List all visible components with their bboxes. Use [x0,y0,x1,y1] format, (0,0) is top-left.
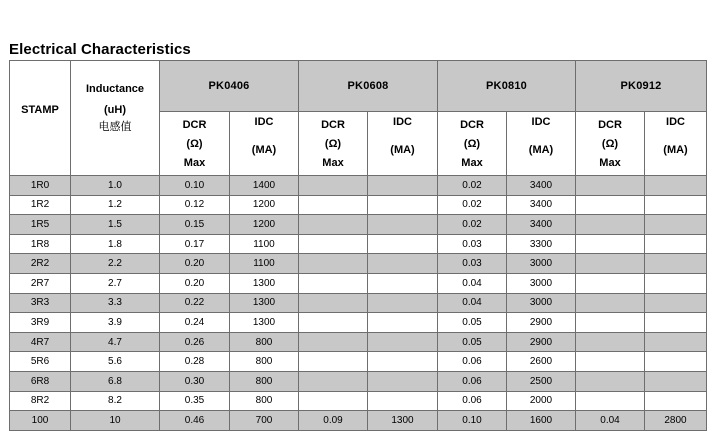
value-cell [368,273,438,293]
idc-header [230,112,299,176]
value-cell: 0.06 [438,391,507,411]
value-cell: 0.12 [160,195,230,215]
part-header-pk0810 [438,61,576,112]
stamp-header-label: STAMP [21,104,59,116]
idc-unit: (MA) [390,143,415,156]
dcr-unit: (Ω) [463,137,481,150]
value-cell: 0.03 [438,234,507,254]
electrical-characteristics-table [9,60,707,431]
value-cell: 0.03 [438,254,507,274]
table-row [10,293,707,313]
dcr-max: Max [322,156,344,169]
dcr-unit: (Ω) [601,137,619,150]
value-cell: 0.17 [160,234,230,254]
part-header-pk0406 [160,61,299,112]
dcr-unit: (Ω) [186,137,203,150]
value-cell: 2500 [507,371,576,391]
value-cell [576,195,645,215]
part-header-pk0608 [299,61,438,112]
part-label: PK0406 [208,80,250,92]
value-cell: 1300 [230,273,299,293]
value-cell [576,215,645,235]
inductance-cell: 1.8 [71,234,160,254]
idc-unit: (MA) [528,143,554,156]
value-cell: 0.10 [438,411,507,431]
value-cell: 0.04 [576,411,645,431]
stamp-cell: 6R8 [10,371,71,391]
inductance-cell: 1.0 [71,176,160,196]
dcr-header [299,112,368,176]
value-cell [576,234,645,254]
value-cell: 0.10 [160,176,230,196]
stamp-cell: 1R8 [10,234,71,254]
value-cell [576,352,645,372]
part-label: PK0912 [620,80,662,92]
idc-label: IDC [531,115,551,128]
dcr-max: Max [599,156,621,169]
value-cell [299,195,368,215]
value-cell: 0.06 [438,371,507,391]
idc-header [507,112,576,176]
idc-header [368,112,438,176]
table-row [10,195,707,215]
value-cell [645,391,707,411]
value-cell [645,215,707,235]
value-cell [368,254,438,274]
inductance-cell: 10 [71,411,160,431]
idc-unit: (MA) [663,143,688,156]
table-row [10,332,707,352]
value-cell: 2000 [507,391,576,411]
value-cell [299,176,368,196]
value-cell [645,293,707,313]
section-title: Electrical Characteristics [9,41,191,58]
dcr-max: Max [183,156,206,169]
value-cell: 0.05 [438,332,507,352]
dcr-header [576,112,645,176]
value-cell: 1200 [230,195,299,215]
value-cell: 0.20 [160,273,230,293]
table-row [10,352,707,372]
inductance-cell: 1.5 [71,215,160,235]
table-row [10,411,707,431]
value-cell [576,176,645,196]
value-cell [368,176,438,196]
value-cell: 800 [230,371,299,391]
value-cell: 1100 [230,254,299,274]
inductance-unit: (uH) [104,103,126,116]
value-cell [368,313,438,333]
part-label: PK0810 [486,80,527,92]
table-row [10,313,707,333]
value-cell: 3000 [507,293,576,313]
value-cell [299,273,368,293]
table-row [10,391,707,411]
value-cell: 800 [230,332,299,352]
inductance-cell: 6.8 [71,371,160,391]
value-cell [645,176,707,196]
stamp-cell: 8R2 [10,391,71,411]
stamp-cell: 5R6 [10,352,71,372]
value-cell: 0.02 [438,195,507,215]
value-cell: 0.04 [438,273,507,293]
inductance-cell: 2.7 [71,273,160,293]
inductance-chinese-label: 电感值 [98,120,132,133]
dcr-label: DCR [598,118,622,131]
stamp-cell: 4R7 [10,332,71,352]
value-cell [368,234,438,254]
value-cell: 0.09 [299,411,368,431]
inductance-cell: 5.6 [71,352,160,372]
value-cell [576,293,645,313]
value-cell [299,254,368,274]
value-cell [299,332,368,352]
value-cell: 1400 [230,176,299,196]
value-cell: 0.24 [160,313,230,333]
dcr-max: Max [461,156,483,169]
idc-unit: (MA) [251,143,277,156]
value-cell: 1600 [507,411,576,431]
value-cell: 0.06 [438,352,507,372]
table-row [10,234,707,254]
value-cell [645,195,707,215]
value-cell [576,332,645,352]
value-cell [299,234,368,254]
idc-label: IDC [393,115,412,128]
value-cell: 1100 [230,234,299,254]
dcr-header [160,112,230,176]
value-cell [368,352,438,372]
value-cell: 0.02 [438,176,507,196]
stamp-cell: 1R2 [10,195,71,215]
value-cell [368,195,438,215]
value-cell: 0.46 [160,411,230,431]
dcr-label: DCR [321,118,345,131]
value-cell [299,391,368,411]
value-cell: 3400 [507,195,576,215]
stamp-cell: 3R9 [10,313,71,333]
value-cell [576,391,645,411]
value-cell: 3400 [507,176,576,196]
table-row [10,176,707,196]
value-cell [368,391,438,411]
value-cell: 3400 [507,215,576,235]
inductance-cell: 4.7 [71,332,160,352]
stamp-cell: 1R0 [10,176,71,196]
value-cell: 0.15 [160,215,230,235]
value-cell [645,352,707,372]
dcr-label: DCR [182,118,207,131]
value-cell: 800 [230,352,299,372]
part-label: PK0608 [347,80,389,92]
value-cell [368,332,438,352]
value-cell [576,254,645,274]
value-cell [368,293,438,313]
inductance-cell: 8.2 [71,391,160,411]
value-cell [645,273,707,293]
value-cell: 800 [230,391,299,411]
dcr-header [438,112,507,176]
value-cell [368,371,438,391]
table-row [10,215,707,235]
value-cell: 0.05 [438,313,507,333]
stamp-cell: 1R5 [10,215,71,235]
value-cell [645,234,707,254]
inductance-cell: 1.2 [71,195,160,215]
value-cell: 0.26 [160,332,230,352]
value-cell: 3000 [507,254,576,274]
value-cell [299,352,368,372]
value-cell: 1200 [230,215,299,235]
value-cell [576,273,645,293]
dcr-unit: (Ω) [324,137,342,150]
value-cell: 1300 [230,293,299,313]
inductance-cell: 3.3 [71,293,160,313]
value-cell [576,313,645,333]
value-cell: 0.28 [160,352,230,372]
cropped-header-text [318,0,448,6]
dcr-label: DCR [460,118,484,131]
table-row [10,254,707,274]
value-cell: 2900 [507,332,576,352]
stamp-cell: 2R2 [10,254,71,274]
stamp-header [10,61,71,176]
idc-label: IDC [666,115,685,128]
inductance-cell: 2.2 [71,254,160,274]
value-cell: 2600 [507,352,576,372]
stamp-cell: 2R7 [10,273,71,293]
value-cell [299,313,368,333]
value-cell: 3300 [507,234,576,254]
value-cell: 0.30 [160,371,230,391]
table-row [10,371,707,391]
value-cell: 0.04 [438,293,507,313]
idc-header [645,112,707,176]
value-cell [368,215,438,235]
stamp-cell: 100 [10,411,71,431]
value-cell [299,371,368,391]
value-cell: 1300 [368,411,438,431]
value-cell [645,371,707,391]
stamp-cell: 3R3 [10,293,71,313]
value-cell: 1300 [230,313,299,333]
table-row [10,273,707,293]
value-cell: 2800 [645,411,707,431]
idc-label: IDC [254,115,274,128]
value-cell [645,254,707,274]
value-cell: 3000 [507,273,576,293]
value-cell [299,293,368,313]
value-cell [645,313,707,333]
value-cell: 0.35 [160,391,230,411]
value-cell: 0.22 [160,293,230,313]
inductance-cell: 3.9 [71,313,160,333]
value-cell [299,215,368,235]
part-header-pk0912 [576,61,707,112]
value-cell [576,371,645,391]
value-cell [645,332,707,352]
value-cell: 0.02 [438,215,507,235]
inductance-label: Inductance [85,82,145,95]
inductance-header [71,61,160,176]
value-cell: 0.20 [160,254,230,274]
value-cell: 700 [230,411,299,431]
value-cell: 2900 [507,313,576,333]
